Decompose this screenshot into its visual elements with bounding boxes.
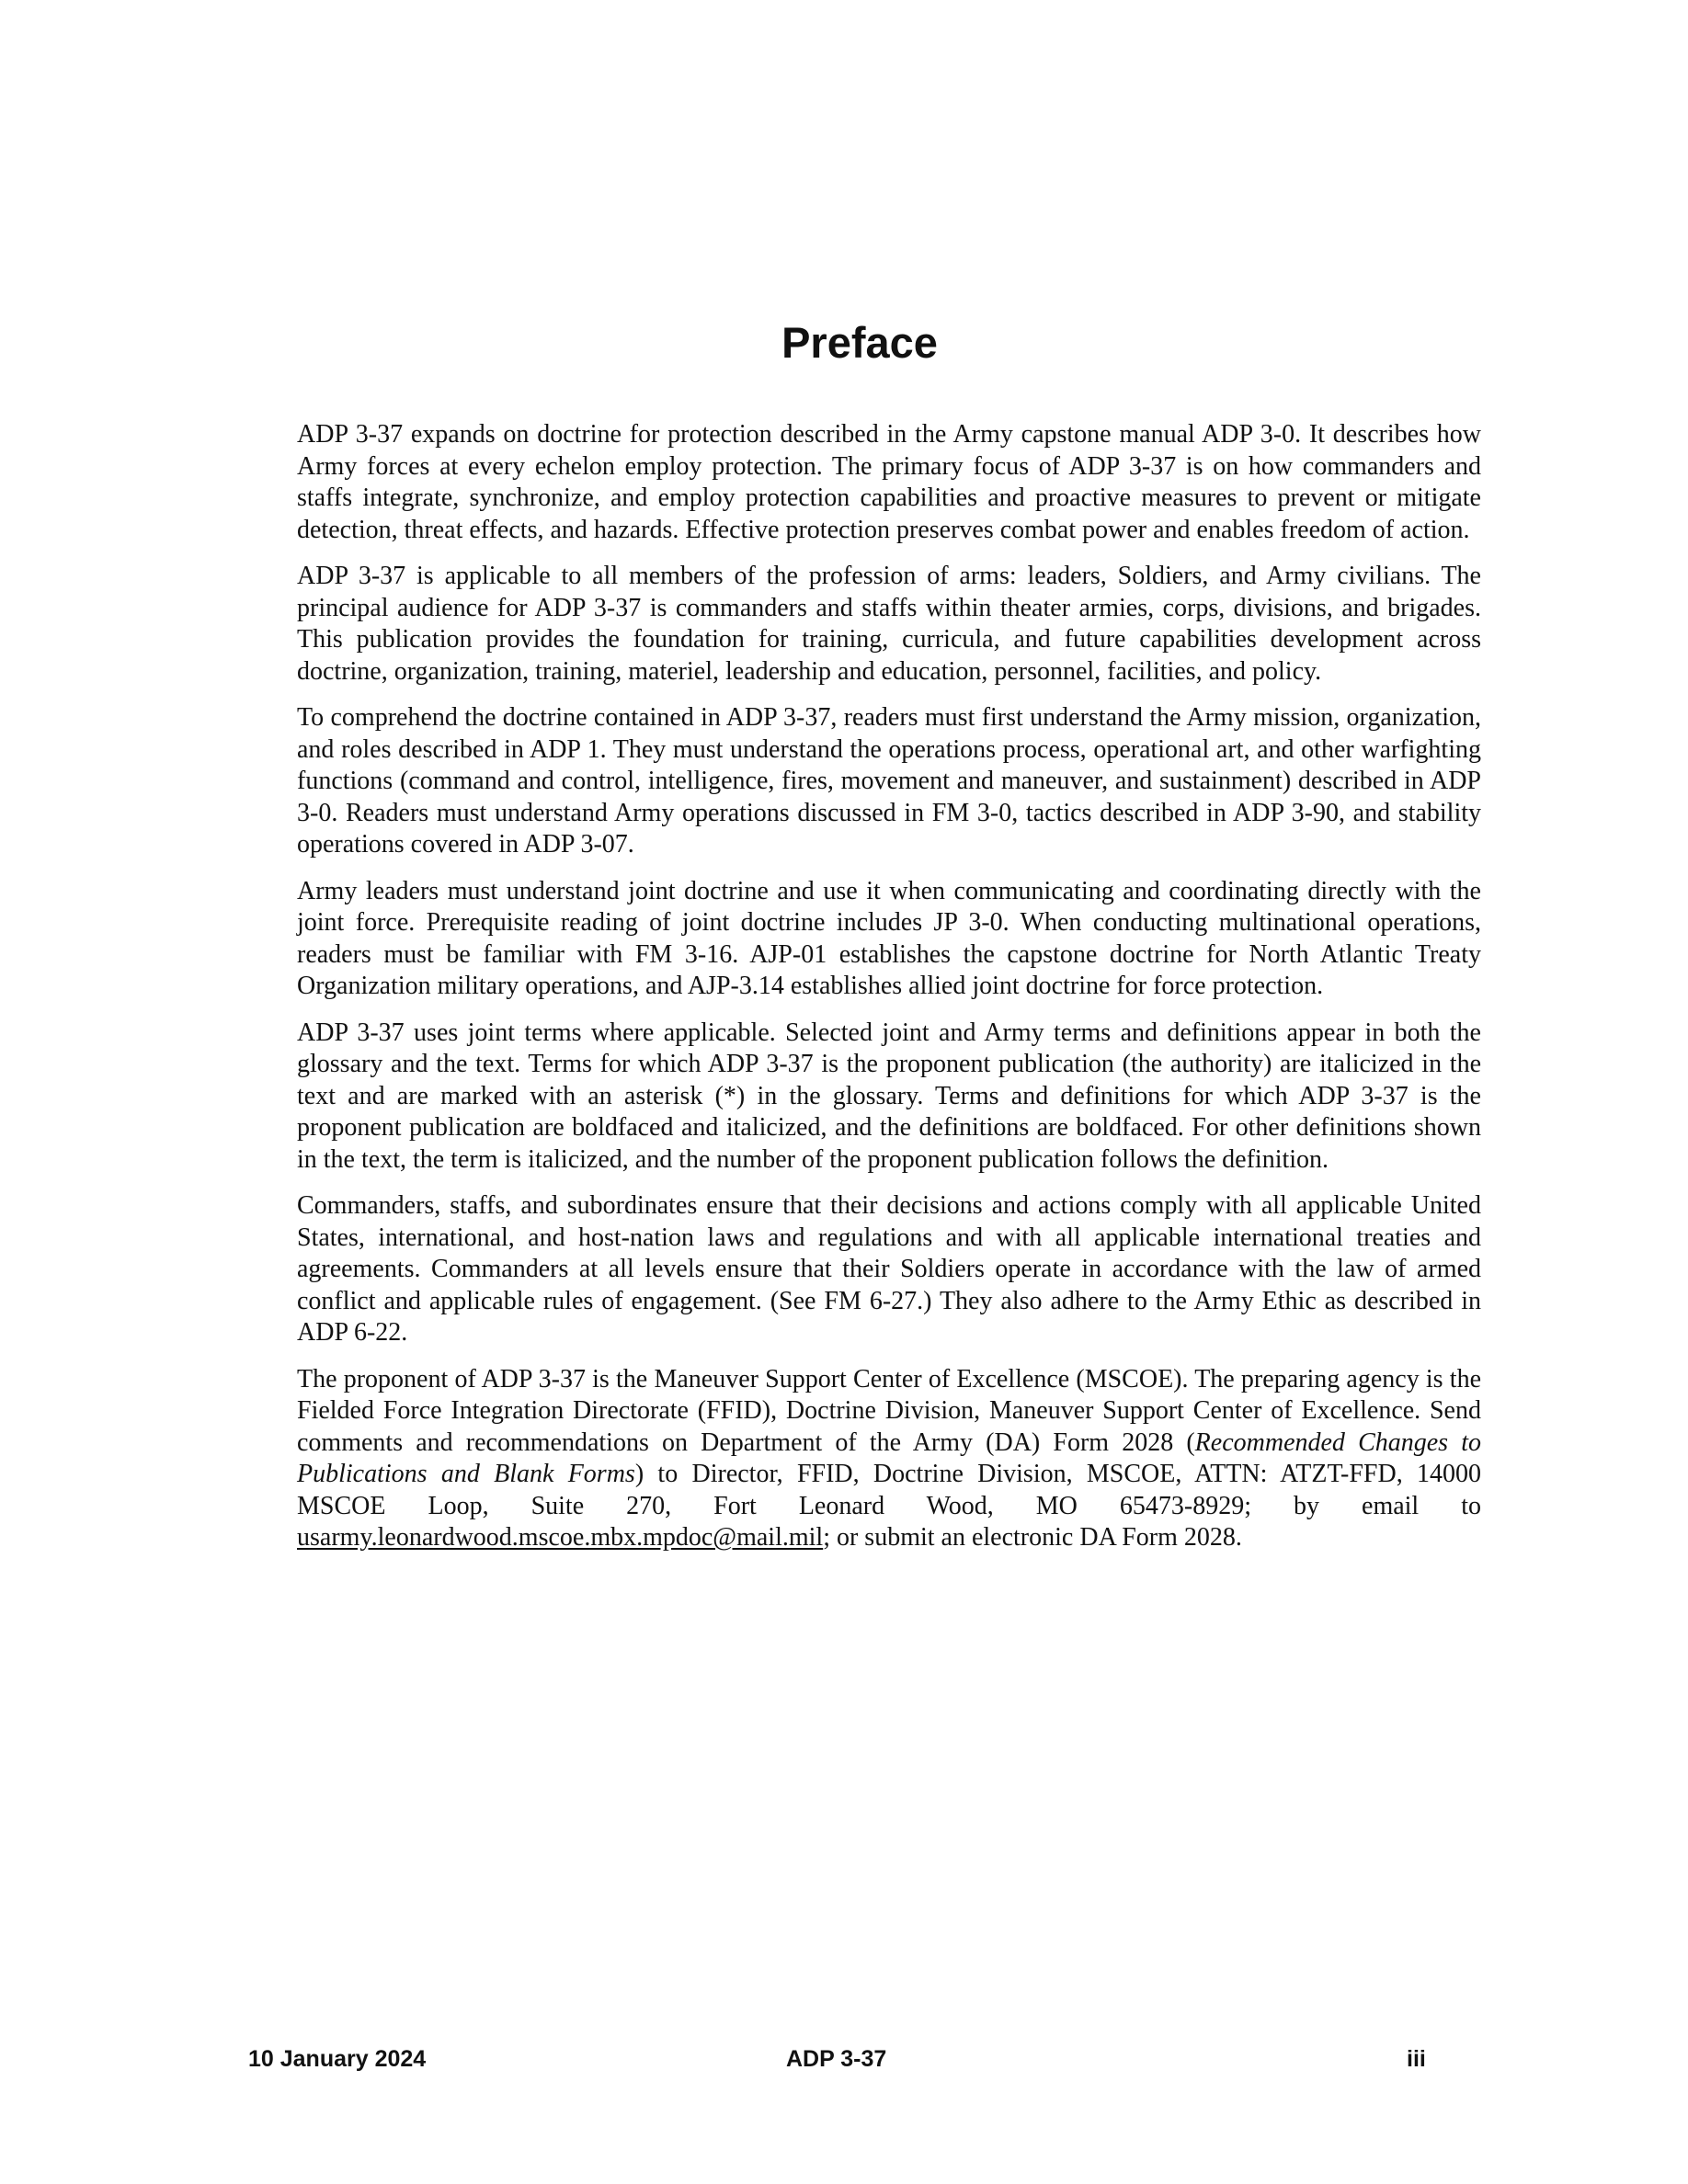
footer-date: 10 January 2024 bbox=[248, 2046, 427, 2072]
paragraph-joint-doctrine: Army leaders must understand joint doctrine and use it when communicating and coordinating directly with the joint force. Prerequisite reading of joint doctrine includes JP 3-0. When conducting multinational operations, readers must be familiar with FM 3-16. AJP-01 establishes the capstone doctrine for North Atlantic Treaty Organization military operations, and AJP-3.14 establishes allied joint doctrine for force protection. bbox=[297, 876, 1481, 1000]
paragraph-legal-compliance: Commanders, staffs, and subordinates ensure that their decisions and actions comply with all applicable United States, international, and host-nation laws and regulations and with all applicable international treaties and agreements. Commanders at all levels ensure that their Soldiers operate in accordance with the law of armed conflict and applicable rules of engagement. (See FM 6-27.) They also adhere to the Army Ethic as described in ADP 6-22. bbox=[297, 1191, 1481, 1347]
paragraph-terminology: ADP 3-37 uses joint terms where applicable. Selected joint and Army terms and definitions appear in both the glossary and the text. Terms for which ADP 3-37 is the proponent publication (the authority) are italicized in the text and are marked with an asterisk (*) in the glossary. Terms and definitions for which ADP 3-37 is the proponent publication are boldfaced and italicized, and the definitions are boldfaced. For other definitions shown in the text, the term is italicized, and the number of the proponent publication follows the definition. bbox=[297, 1018, 1481, 1174]
page-title: Preface bbox=[781, 318, 938, 367]
footer-page-number: iii bbox=[1407, 2046, 1426, 2072]
paragraph-applicability: ADP 3-37 is applicable to all members of the profession of arms: leaders, Soldiers, and Army civilians. The principal audience for ADP 3-37 is commanders and staffs within theater armies, corps, divisions, and brigades. This publication provides the foundation for training, curricula, and future capabilities development across doctrine, organization, training, materiel, leadership and education, personnel, facilities, and policy. bbox=[297, 562, 1481, 686]
paragraph-scope: ADP 3-37 expands on doctrine for protection described in the Army capstone manual ADP 3-0. It describes how Army forces at every echelon employ protection. The primary focus of ADP 3-37 is on how commanders and staffs integrate, synchronize, and employ protection capabilities and proactive measures to prevent or mitigate detection, threat effects, and hazards. Effective protection preserves combat power and enables freedom of action. bbox=[297, 420, 1481, 544]
paragraph-proponent bbox=[297, 1364, 1481, 1554]
paragraph-prerequisites: To comprehend the doctrine contained in ADP 3-37, readers must first understand the Army mission, organization, and roles described in ADP 1. They must understand the operations process, operational art, and other warfighting functions (command and control, intelligence, fires, movement and maneuver, and sustainment) described in ADP 3-0. Readers must understand Army operations discussed in FM 3-0, tactics described in ADP 3-90, and stability operations covered in ADP 3-07. bbox=[297, 703, 1481, 859]
proponent-text-1: The proponent of ADP 3-37 is the Maneuver Support Center of Excellence (MSCOE). The preparing agency is the Fielded Force Integration Directorate (FFID), Doctrine Division, Maneuver Support Center of Excellence. Send comments and recommendations on Department of the Army (DA) Form 2028 ( bbox=[297, 1364, 1481, 1457]
proponent-text-3: ; or submit an electronic DA Form 2028. bbox=[823, 1523, 1242, 1552]
footer-publication: ADP 3-37 bbox=[786, 2046, 887, 2072]
proponent-text-2: ) to Director, FFID, Doctrine Division, MSCOE, ATTN: ATZT-FFD, 14000 MSCOE Loop, Suite 270, Fort Leonard Wood, MO 65473-8929; by email to bbox=[297, 1460, 1481, 1520]
email-link[interactable]: usarmy.leonardwood.mscoe.mbx.mpdoc@mail.mil bbox=[297, 1523, 824, 1552]
preface-body bbox=[297, 419, 1481, 1569]
form-title: Recommended Changes to Publications and Blank Forms bbox=[297, 1428, 1481, 1488]
